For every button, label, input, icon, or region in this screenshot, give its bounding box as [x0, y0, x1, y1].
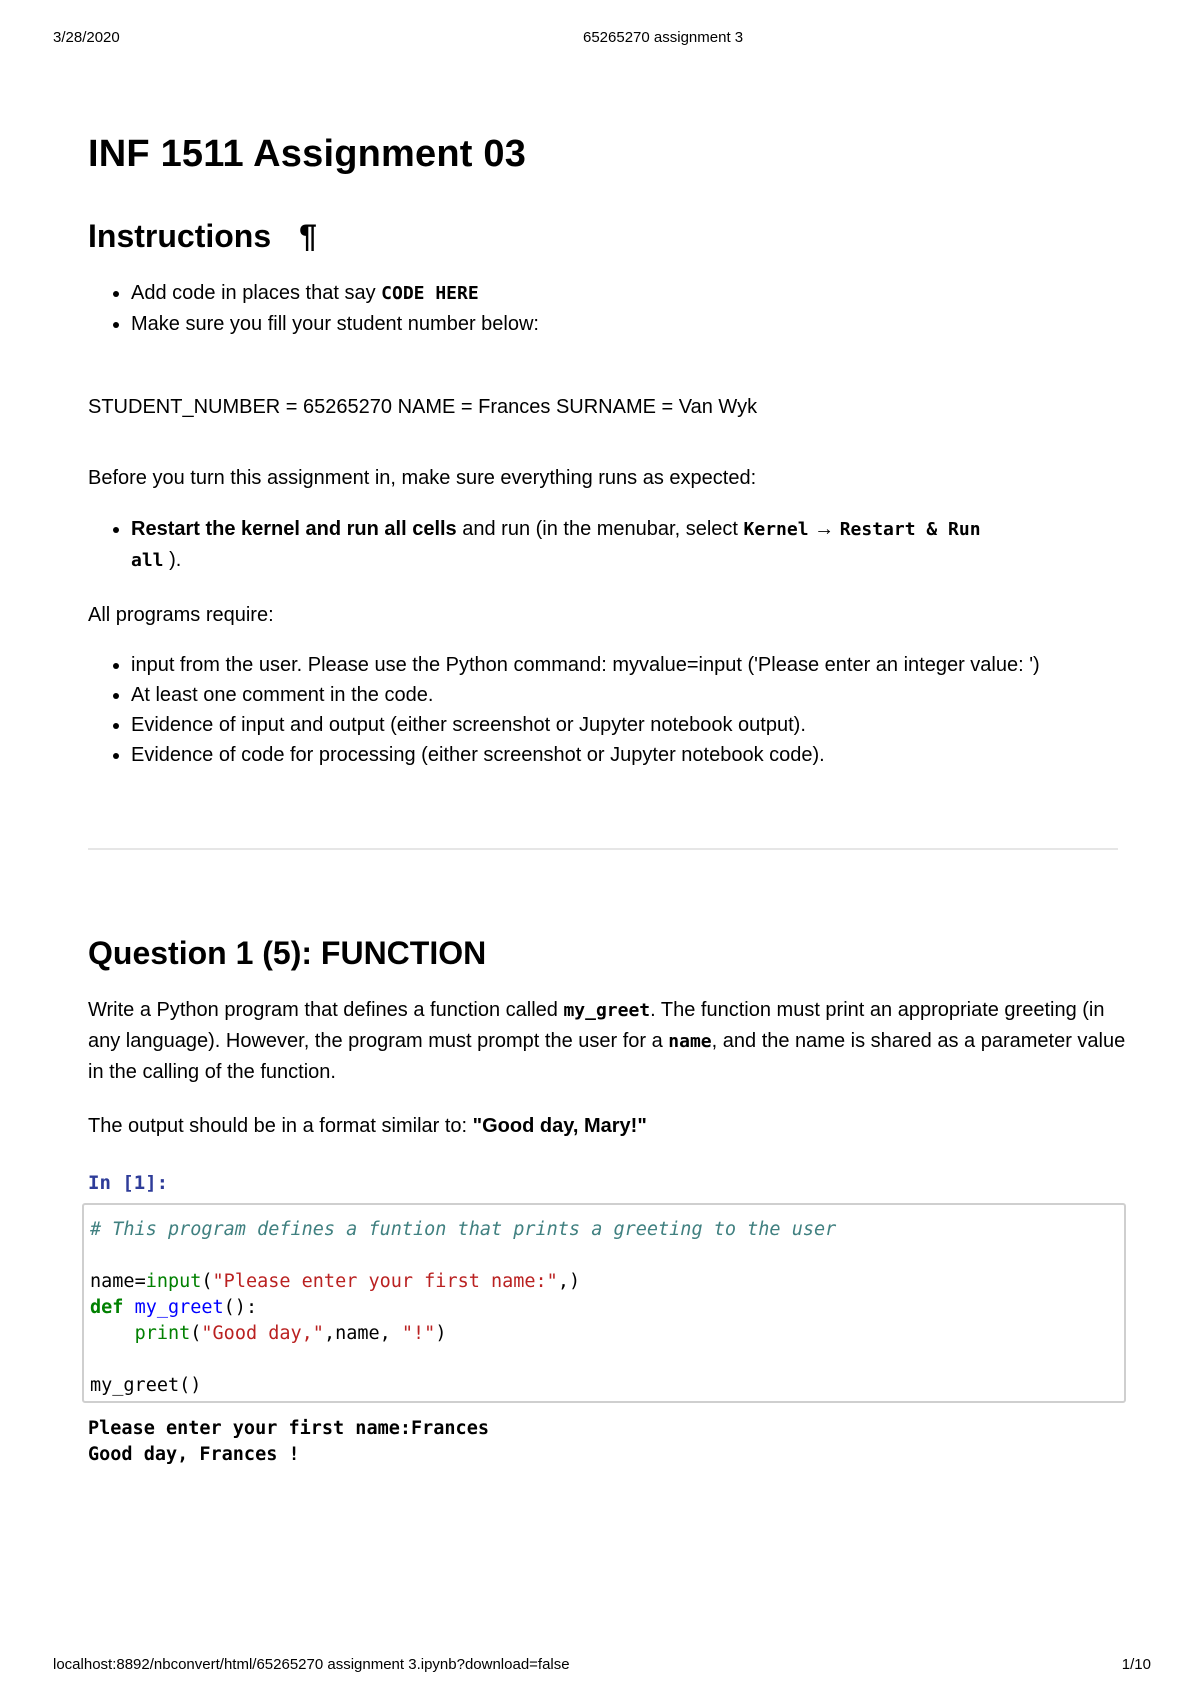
desc-part: Write a Python program that defines a function called — [88, 999, 564, 1021]
list-item: • Evidence of input and output (either screenshot or Jupyter notebook output). — [131, 710, 1191, 740]
code-token: ( — [190, 1323, 202, 1344]
cell-output — [88, 1416, 489, 1468]
page-title: INF 1511 Assignment 03 — [88, 133, 527, 175]
format-example: "Good day, Mary!" — [472, 1115, 647, 1137]
desc-part: , and the name is shared as a parameter value in the calling of the function. — [88, 1030, 1126, 1083]
student-info: STUDENT_NUMBER = 65265270 NAME = Frances SURNAME = Van Wyk — [88, 396, 758, 418]
code-token — [90, 1323, 135, 1344]
requirements-list — [88, 650, 1191, 770]
section-divider — [88, 848, 1118, 850]
code-token: "!" — [401, 1323, 436, 1344]
list-item: • At least one comment in the code. — [131, 680, 1191, 710]
code-token: ) — [435, 1323, 447, 1344]
instructions-list — [88, 278, 539, 339]
list-item: • input from the user. Please use the Python command: myvalue=input ('Please enter an integer value: ') — [131, 650, 1191, 680]
question1-description — [88, 995, 1128, 1087]
code-comment: # This program defines a funtion that prints a greeting to the user — [90, 1219, 837, 1240]
all-programs-text: All programs require: — [88, 604, 274, 626]
print-header-date: 3/28/2020 — [53, 29, 120, 46]
inline-code-name: name — [668, 1031, 712, 1052]
before-turn-in-text: Before you turn this assignment in, make sure everything runs as expected: — [88, 467, 757, 489]
code-token: name — [90, 1271, 135, 1292]
inline-code: CODE HERE — [381, 283, 479, 304]
code-token: my_greet — [134, 1297, 224, 1318]
code-editor[interactable] — [90, 1217, 836, 1399]
cell-prompt: In [1]: — [88, 1172, 169, 1194]
code-token: (): — [223, 1297, 258, 1318]
code-token: "Good day," — [201, 1323, 324, 1344]
list-item: • Evidence of code for processing (either screenshot or Jupyter notebook code). — [131, 740, 1191, 770]
restart-end: ). — [163, 549, 182, 571]
print-footer-url: localhost:8892/nbconvert/html/65265270 assignment 3.ipynb?download=false — [53, 1656, 570, 1673]
code-token: ,name, — [323, 1323, 402, 1344]
desc-part: . The function must print an appropriate greeting (in any language). However, the program must prompt the user for a — [88, 999, 1105, 1052]
question1-heading: Question 1 (5): FUNCTION — [88, 935, 487, 971]
code-token: ,) — [557, 1271, 581, 1292]
list-item — [131, 514, 1111, 576]
instructions-heading-text: Instructions — [88, 218, 272, 254]
inline-code-kernel: Kernel — [743, 519, 809, 540]
list-item: • Make sure you fill your student number below: — [131, 309, 539, 339]
question1-output-format — [88, 1111, 647, 1141]
code-token: my_greet() — [90, 1375, 202, 1396]
restart-list — [88, 514, 1171, 576]
code-token: = — [134, 1271, 146, 1292]
list-item — [131, 278, 539, 309]
code-token: "Please enter your first name:" — [212, 1271, 558, 1292]
code-token: input — [145, 1271, 202, 1292]
bullet-text: Add code in places that say — [131, 282, 382, 304]
print-header-title: 65265270 assignment 3 — [583, 29, 744, 46]
restart-text: and run (in the menubar, select — [456, 518, 744, 540]
instructions-heading — [88, 218, 317, 255]
code-token: def — [90, 1297, 124, 1318]
code-token: print — [134, 1323, 191, 1344]
inline-code-all: all — [131, 550, 164, 571]
restart-bold: Restart the kernel and run all cells — [131, 518, 457, 540]
code-token: ( — [201, 1271, 213, 1292]
arrow-icon: → — [808, 518, 840, 540]
output-line: Please enter your first name:Frances — [88, 1418, 489, 1439]
code-cell[interactable] — [82, 1203, 1126, 1403]
print-footer-page: 1/10 — [1121, 1656, 1151, 1673]
format-text: The output should be in a format similar to: — [88, 1115, 473, 1137]
inline-code-restart-run: Restart & Run — [839, 519, 981, 540]
inline-code-my-greet: my_greet — [563, 1000, 651, 1021]
anchor-link-icon[interactable]: ¶ — [299, 218, 317, 254]
output-line: Good day, Frances ! — [88, 1444, 300, 1465]
